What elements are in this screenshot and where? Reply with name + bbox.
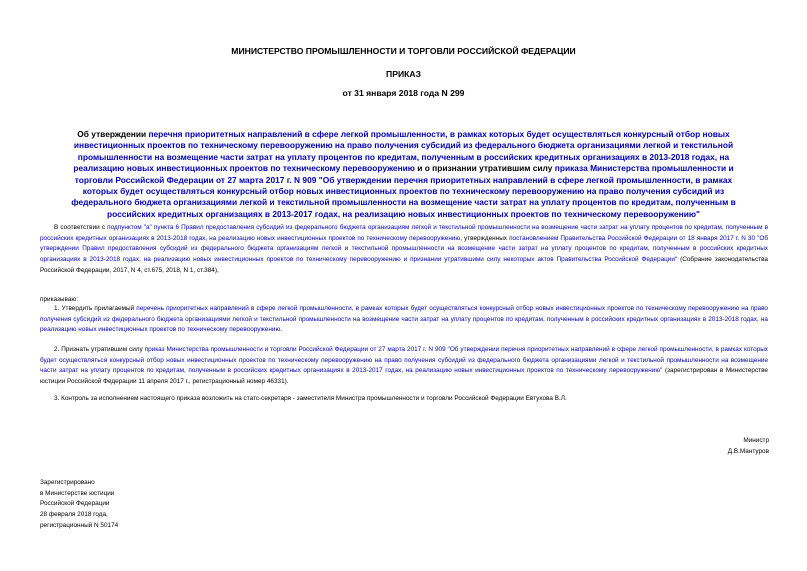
title-link-list[interactable]: перечня приоритетных направлений в сфере легкой промышленности, в рамках которых будет осуществляться конкурсный отбор новых инвестиционных проектов по техническому перевооружению на право получения субсидий из федерального бюджета организациями легкой и текстильной промышленности на возмещение части затрат на уплату процентов по кредитам, полученным в российских кредитных организациях в 2013-2018 годах, на реализацию новых инвестиционных проектов по техническому перевооружению bbox=[73, 129, 734, 174]
item-2-link-order-909[interactable]: приказ Министерства промышленности и торговли Российской Федерации от 27 марта 2017 г. N 909 "Об утверждении перечня приоритетных направлений в сфере легкой промышленности, в рамках которых будет осуществляться конкурсный отбор новых инвестиционных проектов по техническому перевооружению на право получения субсидий из федерального бюджета организациями легкой и текстильной промышленности на возмещение части затрат на уплату процентов по кредитам, полученным в российских кредитных организациях в 2013-2017 годах, на реализацию новых инвестиционных проектов по техническому перевооружению" bbox=[40, 346, 768, 375]
preamble-text-3: (Собрание законодательства Российской Федерации, 2017, N 4, ст.675, 2018, N 1, ст.384), bbox=[40, 256, 768, 274]
item-2-paragraph bbox=[40, 345, 768, 388]
preamble-link-resolution[interactable]: постановлением Правительства Российской Федерации от 18 января 2017 г. N 30 "Об утверждении Правил предоставления субсидий из федерального бюджета организациям легкой и текстильной промышленности на возмещение части затрат на уплату процентов по кредитам, полученным в российских кредитных организациях в 2013-2018 годах, на реализацию новых инвестиционных проектов по техническому перевооружению и признании утратившими силу некоторых актов Правительства Российской Федерации" bbox=[40, 234, 768, 264]
item-1-link-list[interactable]: перечень приоритетных направлений в сфере легкой промышленности, в рамках которых будет осуществляться конкурсный отбор новых инвестиционных проектов по техническому перевооружению на право получения субсидий из федерального бюджета организациями легкой и текстильной промышленности на возмещение части затрат на уплату процентов по кредитам, полученным в российских кредитных организациях в 2013-2018 годах, на реализацию новых инвестиционных проектов по техническому перевооружению bbox=[40, 305, 768, 334]
registration-line-5: регистрационный N 50174 bbox=[40, 521, 119, 529]
signature-name: Д.В.Мантуров bbox=[727, 447, 769, 455]
preamble-text-1: В соответствии с bbox=[54, 224, 108, 231]
document-title bbox=[64, 129, 743, 220]
preamble-text-2: , утвержденных bbox=[460, 234, 510, 242]
preamble-paragraph bbox=[40, 223, 768, 277]
item-2-text-1: 2. Признать утратившим силу bbox=[54, 346, 145, 353]
item-2-text-2: (зарегистрирован в Министерстве юстиции Российской Федерации 11 апреля 2017 г., регистрационный номер 46331). bbox=[40, 367, 768, 386]
item-1-paragraph bbox=[40, 304, 768, 336]
registration-line-3: Российской Федерации bbox=[40, 500, 110, 508]
signature-block bbox=[728, 436, 769, 457]
item-3-paragraph: 3. Контроль за исполнением настоящего приказа возложить на статс-секретаря - заместителя Министра промышленности и торговли Российской Федерации Евтухова В.Л. bbox=[54, 395, 567, 402]
preamble-link-rules[interactable]: подпунктом "а" пункта 6 Правил предоставления субсидий из федерального бюджета организациям легкой и текстильной промышленности на возмещение части затрат на уплату процентов по кредитам, полученным в российских кредитных организациях в 2013-2018 годах, на реализацию новых инвестиционных проектов по техническому перевооружению bbox=[40, 224, 768, 242]
registration-block bbox=[40, 478, 118, 532]
document-type: ПРИКАЗ bbox=[386, 69, 421, 79]
item-1-text-1: 1. Утвердить прилагаемый bbox=[54, 305, 137, 312]
signature-position: Министр bbox=[743, 437, 769, 444]
title-prefix: Об утверждении bbox=[77, 129, 149, 139]
document-date-number: от 31 января 2018 года N 299 bbox=[342, 88, 465, 98]
item-1-text-2: . bbox=[280, 326, 283, 334]
title-link-order-909[interactable]: приказа Министерства промышленности и торговли Российской Федерации от 27 марта 2017 г. N 909 "Об утверждении перечня приоритетных направлений в сфере легкой промышленности, в рамках которых будет осуществляться конкурсный отбор новых инвестиционных проектов по техническому перевооружению на право получения субсидий из федерального бюджета организациями легкой и текстильной промышленности на возмещение части затрат на уплату процентов по кредитам, полученным в российских кредитных организациях в 2013-2017 годах, на реализацию новых инвестиционных проектов по техническому перевооружению" bbox=[71, 163, 736, 219]
registration-line-1: Зарегистрировано bbox=[40, 479, 95, 486]
ministry-name: МИНИСТЕРСТВО ПРОМЫШЛЕННОСТИ И ТОРГОВЛИ РОССИЙСКОЙ ФЕДЕРАЦИИ bbox=[231, 46, 576, 56]
registration-line-2: в Министерстве юстиции bbox=[40, 489, 115, 497]
title-middle: и о признании утратившим силу bbox=[414, 163, 555, 174]
registration-line-4: 28 февраля 2018 года, bbox=[40, 511, 108, 519]
ordered-word: приказываю: bbox=[40, 296, 78, 303]
